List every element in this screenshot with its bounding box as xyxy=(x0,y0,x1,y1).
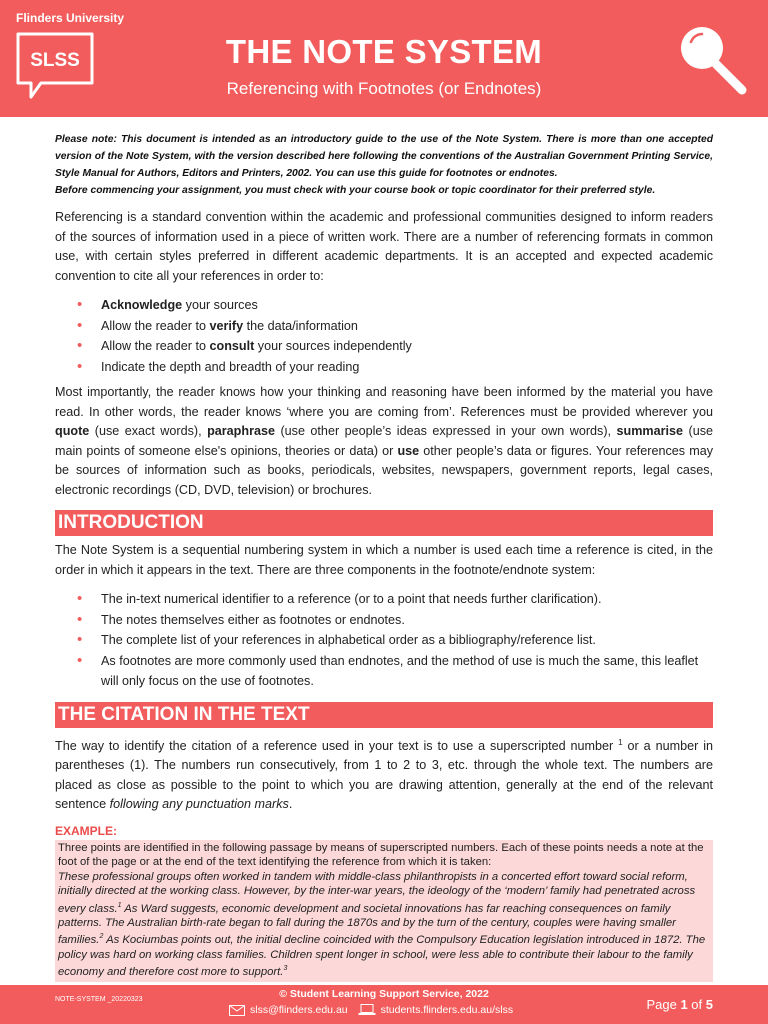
magnifier-icon xyxy=(672,20,752,100)
citation-paragraph: The way to identify the citation of a reference used in your text is to use a superscripted number $^1$ or a number in parentheses (1). The numbers run consecutively, from 1 to 2 to 3, etc. through the whole text. The numbers are placed as close as possible to the point to which you are drawing attention, generally at the end of the relevant sentence following any punctuation marks. xyxy=(55,737,713,812)
component-list xyxy=(55,589,713,692)
intro-paragraph: Referencing is a standard convention within the academic and professional communities designed to inform readers of the sources of information used in a piece of written work. There are a number of referencing formats in common use, with certain styles preferred in different academic departments. It is an accepted and expected academic convention to cite all your references in order to: xyxy=(55,210,713,283)
list-item: • As footnotes are more commonly used than endnotes, and the method of use is much the same, this leaflet will only focus on the use of footnotes. xyxy=(55,651,713,692)
style-check-note: Before commencing your assignment, you must check with your course book or topic coordinator for their preferred style. xyxy=(55,185,656,196)
example-label: EXAMPLE: xyxy=(55,823,118,838)
list-item: • Allow the reader to verify the data/information xyxy=(55,316,713,337)
email-link[interactable]: slss@flinders.edu.au xyxy=(250,1004,348,1016)
example-passage: These professional groups often worked in tandem with middle-class philanthropists in a concerted effort toward social reform, initially directed at the working class. However, by the inter-war years, the ideology of the ‘modern’ family had penetrated across every class.$^1$ As Ward suggests, economic development and societal innovations has far reaching consequences on family patterns. The Australian birth-rate began to fall during the 1870s and by the turn of the century, couples were having smaller families.$^2$ As Kociumbas points out, the initial decline coincided with the Compulsory Education legislation introduced in 1872. The policy was hard on working class families. Children spent longer in school, were less able to contribute their labour to the family economy and therefore cost more to support.$^3$ xyxy=(58,870,706,978)
page-footer xyxy=(0,985,768,1024)
example-intro: Three points are identified in the following passage by means of superscripted numbers. Each of these points needs a note at the foot of the page or at the end of the text identifying the reference from which it is taken: xyxy=(58,841,704,869)
list-item: • Indicate the depth and breadth of your reading xyxy=(55,357,713,378)
email-icon xyxy=(229,1005,245,1016)
page-header xyxy=(0,0,768,117)
purpose-list xyxy=(55,295,713,377)
disclaimer-note xyxy=(55,131,713,199)
list-item: • The complete list of your references in alphabetical order as a bibliography/reference list. xyxy=(55,630,713,651)
list-item: • Allow the reader to consult your sources independently xyxy=(55,336,713,357)
document-code: NOTE-SYSTEM _20220323 xyxy=(55,996,143,1003)
importance-paragraph: Most importantly, the reader knows how your thinking and reasoning have been informed by the material you have read. In other words, the reader knows ‘where you are coming from’. References must be provided wherever you quote (use exact words), paraphrase (use other people’s ideas expressed in your own words), summarise (use main points of someone else's opinions, theories or data) or use other people’s data or figures. Your references may be sources of information such as books, periodicals, websites, newspapers, government reports, legal cases, electronic recordings (CD, DVD, television) or brochures. xyxy=(55,385,714,497)
page-subtitle: Referencing with Footnotes (or Endnotes) xyxy=(226,79,542,98)
introduction-heading: INTRODUCTION xyxy=(55,510,713,536)
list-item: • The in-text numerical identifier to a reference (or to a point that needs further clarification). xyxy=(55,589,713,610)
list-item: • Acknowledge your sources xyxy=(55,295,713,316)
page-number: Page 1 of 5 xyxy=(646,997,713,1012)
disclaimer-text: Please note: This document is intended as an introductory guide to the use of the Note System. There is more than one accepted version of the Note System, with the version described here following the conventions of the Australian Government Printing Service, Style Manual for Authors, Editors and Printers, 2002. You can use this guide for footnotes or endnotes. xyxy=(55,134,713,179)
list-item: • The notes themselves either as footnotes or endnotes. xyxy=(55,610,713,631)
introduction-paragraph: The Note System is a sequential numbering system in which a number is used each time a reference is cited, in the order in which it appears in the text. There are three components in the footnote/endnote system: xyxy=(55,543,713,577)
logo-text: SLSS xyxy=(30,50,80,71)
contact-info xyxy=(229,1004,513,1016)
copyright: © Student Learning Support Service, 2022 xyxy=(279,988,489,1000)
page-title: THE NOTE SYSTEM xyxy=(225,33,543,70)
university-name: Flinders University xyxy=(16,11,125,25)
laptop-icon xyxy=(358,1004,376,1016)
citation-heading: THE CITATION IN THE TEXT xyxy=(55,702,713,728)
example-box xyxy=(55,840,713,983)
website-link[interactable]: students.flinders.edu.au/slss xyxy=(380,1004,514,1016)
document-body xyxy=(55,131,713,982)
